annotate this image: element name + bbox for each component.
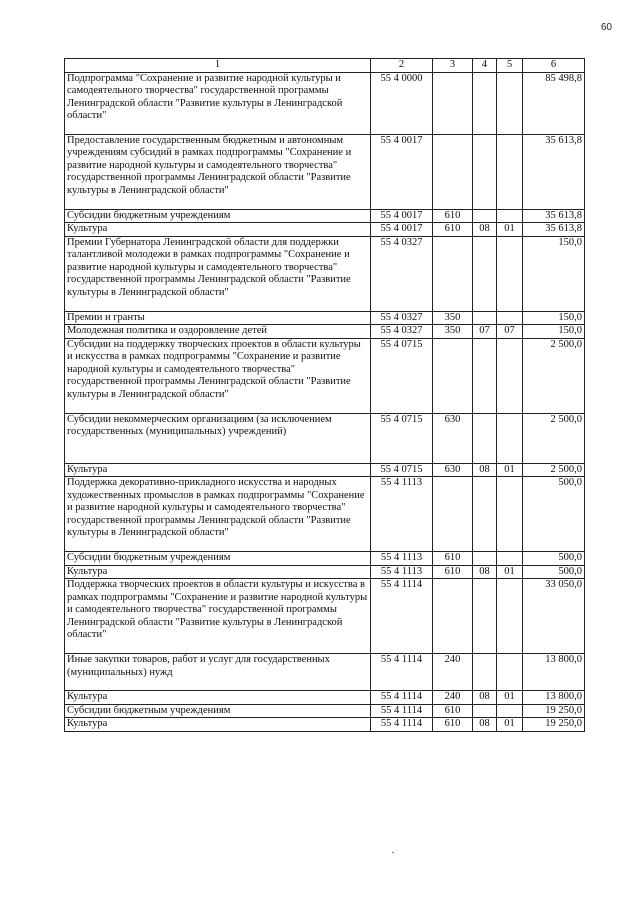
table-row xyxy=(65,134,585,209)
cell-rz xyxy=(473,338,497,413)
table-row xyxy=(65,325,585,339)
cell-name: Культура xyxy=(65,565,371,579)
cell-pr xyxy=(497,72,523,134)
cell-name: Иные закупки товаров, работ и услуг для государственных (муниципальных) нужд xyxy=(65,654,371,691)
cell-sum: 33 050,0 xyxy=(523,579,585,654)
cell-vr xyxy=(433,134,473,209)
cell-rz xyxy=(473,134,497,209)
cell-code: 55 4 1114 xyxy=(371,579,433,654)
cell-vr xyxy=(433,579,473,654)
cell-sum: 35 613,8 xyxy=(523,223,585,237)
cell-sum: 2 500,0 xyxy=(523,338,585,413)
cell-vr: 610 xyxy=(433,209,473,223)
cell-rz: 08 xyxy=(473,223,497,237)
cell-name: Культура xyxy=(65,691,371,705)
cell-pr xyxy=(497,477,523,552)
column-header: 4 xyxy=(473,59,497,73)
table-row xyxy=(65,704,585,718)
cell-rz: 08 xyxy=(473,463,497,477)
cell-vr xyxy=(433,338,473,413)
cell-code: 55 4 0327 xyxy=(371,236,433,311)
cell-pr xyxy=(497,654,523,691)
cell-pr: 01 xyxy=(497,565,523,579)
cell-rz xyxy=(473,72,497,134)
cell-rz xyxy=(473,477,497,552)
cell-vr: 610 xyxy=(433,565,473,579)
cell-vr: 630 xyxy=(433,413,473,463)
cell-code: 55 4 1114 xyxy=(371,704,433,718)
cell-sum: 150,0 xyxy=(523,311,585,325)
cell-rz xyxy=(473,413,497,463)
cell-vr xyxy=(433,236,473,311)
cell-name: Субсидии бюджетным учреждениям xyxy=(65,704,371,718)
column-header: 2 xyxy=(371,59,433,73)
cell-sum: 500,0 xyxy=(523,552,585,566)
cell-rz: 08 xyxy=(473,691,497,705)
cell-rz xyxy=(473,209,497,223)
cell-code: 55 4 0715 xyxy=(371,338,433,413)
cell-rz xyxy=(473,579,497,654)
cell-vr: 610 xyxy=(433,704,473,718)
cell-vr: 240 xyxy=(433,654,473,691)
cell-rz: 07 xyxy=(473,325,497,339)
cell-sum: 13 800,0 xyxy=(523,654,585,691)
cell-name: Предоставление государственным бюджетным и автономным учреждениям субсидий в рамках подпрограммы "Сохранение и развитие народной культуры и самодеятельного творчества" государственной программы Ленинградской области "Развитие культуры в Ленинградской области" xyxy=(65,134,371,209)
table-row xyxy=(65,477,585,552)
cell-code: 55 4 0327 xyxy=(371,325,433,339)
scan-dot xyxy=(392,852,394,853)
cell-sum: 500,0 xyxy=(523,565,585,579)
table-row xyxy=(65,311,585,325)
table-row xyxy=(65,579,585,654)
cell-rz xyxy=(473,654,497,691)
cell-pr xyxy=(497,311,523,325)
cell-name: Субсидии на поддержку творческих проектов в области культуры и искусства в рамках подпрограммы "Сохранение и развитие народной культуры и самодеятельного творчества" государственной программы Ленинградской области "Развитие культуры в Ленинградской области" xyxy=(65,338,371,413)
cell-vr: 350 xyxy=(433,311,473,325)
cell-vr: 240 xyxy=(433,691,473,705)
cell-code: 55 4 1113 xyxy=(371,477,433,552)
cell-rz xyxy=(473,236,497,311)
table-row xyxy=(65,463,585,477)
column-header: 1 xyxy=(65,59,371,73)
cell-name: Субсидии бюджетным учреждениям xyxy=(65,209,371,223)
cell-vr: 610 xyxy=(433,552,473,566)
cell-sum: 19 250,0 xyxy=(523,704,585,718)
cell-name: Премии и гранты xyxy=(65,311,371,325)
cell-rz xyxy=(473,704,497,718)
cell-pr xyxy=(497,236,523,311)
cell-sum: 19 250,0 xyxy=(523,718,585,732)
cell-pr xyxy=(497,413,523,463)
cell-sum: 150,0 xyxy=(523,236,585,311)
cell-name: Культура xyxy=(65,223,371,237)
table-row xyxy=(65,236,585,311)
cell-pr: 07 xyxy=(497,325,523,339)
cell-sum: 500,0 xyxy=(523,477,585,552)
cell-vr: 630 xyxy=(433,463,473,477)
cell-name: Поддержка декоративно-прикладного искусства и народных художественных промыслов в рамках подпрограммы "Сохранение и развитие народной культуры и самодеятельного творчества" государственной программы Ленинградской области "Развитие культуры в Ленинградской области" xyxy=(65,477,371,552)
cell-pr xyxy=(497,209,523,223)
cell-pr: 01 xyxy=(497,223,523,237)
table-header-row xyxy=(65,59,585,73)
cell-name: Молодежная политика и оздоровление детей xyxy=(65,325,371,339)
cell-code: 55 4 1114 xyxy=(371,718,433,732)
table-row xyxy=(65,565,585,579)
cell-rz: 08 xyxy=(473,718,497,732)
cell-pr: 01 xyxy=(497,718,523,732)
cell-code: 55 4 0327 xyxy=(371,311,433,325)
table-row xyxy=(65,72,585,134)
cell-vr xyxy=(433,477,473,552)
cell-sum: 2 500,0 xyxy=(523,463,585,477)
cell-code: 55 4 1113 xyxy=(371,552,433,566)
cell-name: Культура xyxy=(65,718,371,732)
cell-pr: 01 xyxy=(497,463,523,477)
cell-vr: 610 xyxy=(433,718,473,732)
cell-pr xyxy=(497,338,523,413)
cell-rz: 08 xyxy=(473,565,497,579)
cell-sum: 85 498,8 xyxy=(523,72,585,134)
cell-vr xyxy=(433,72,473,134)
cell-name: Культура xyxy=(65,463,371,477)
cell-code: 55 4 0017 xyxy=(371,223,433,237)
table-row xyxy=(65,338,585,413)
table-row xyxy=(65,718,585,732)
cell-vr: 610 xyxy=(433,223,473,237)
table-row xyxy=(65,223,585,237)
cell-sum: 35 613,8 xyxy=(523,209,585,223)
cell-name: Подпрограмма "Сохранение и развитие народной культуры и самодеятельного творчества" государственной программы Ленинградской области "Развитие культуры в Ленинградской области" xyxy=(65,72,371,134)
column-header: 6 xyxy=(523,59,585,73)
cell-name: Субсидии некоммерческим организациям (за исключением государственных (муниципальных) учреждений) xyxy=(65,413,371,463)
cell-sum: 35 613,8 xyxy=(523,134,585,209)
cell-sum: 150,0 xyxy=(523,325,585,339)
cell-code: 55 4 0715 xyxy=(371,463,433,477)
page-number: 60 xyxy=(600,22,612,33)
cell-pr: 01 xyxy=(497,691,523,705)
table-row xyxy=(65,413,585,463)
table-row xyxy=(65,552,585,566)
column-header: 3 xyxy=(433,59,473,73)
table-row xyxy=(65,209,585,223)
cell-sum: 2 500,0 xyxy=(523,413,585,463)
cell-code: 55 4 1113 xyxy=(371,565,433,579)
table-row xyxy=(65,654,585,691)
cell-name: Поддержка творческих проектов в области культуры и искусства в рамках подпрограммы "Сохранение и развитие народной культуры и самодеятельного творчества" государственной программы Ленинградской области "Развитие культуры в Ленинградской области" xyxy=(65,579,371,654)
table-row xyxy=(65,691,585,705)
cell-pr xyxy=(497,579,523,654)
cell-sum: 13 800,0 xyxy=(523,691,585,705)
cell-code: 55 4 1114 xyxy=(371,691,433,705)
cell-code: 55 4 0715 xyxy=(371,413,433,463)
cell-code: 55 4 0017 xyxy=(371,134,433,209)
cell-vr: 350 xyxy=(433,325,473,339)
cell-pr xyxy=(497,134,523,209)
cell-rz xyxy=(473,552,497,566)
budget-table xyxy=(64,58,585,732)
column-header: 5 xyxy=(497,59,523,73)
cell-pr xyxy=(497,552,523,566)
cell-code: 55 4 0000 xyxy=(371,72,433,134)
cell-rz xyxy=(473,311,497,325)
cell-name: Субсидии бюджетным учреждениям xyxy=(65,552,371,566)
cell-code: 55 4 0017 xyxy=(371,209,433,223)
cell-pr xyxy=(497,704,523,718)
cell-code: 55 4 1114 xyxy=(371,654,433,691)
cell-name: Премии Губернатора Ленинградской области для поддержки талантливой молодежи в рамках подпрограммы "Сохранение и развитие народной культуры и самодеятельного творчества" государственной программы Ленинградской области "Развитие культуры в Ленинградской области" xyxy=(65,236,371,311)
